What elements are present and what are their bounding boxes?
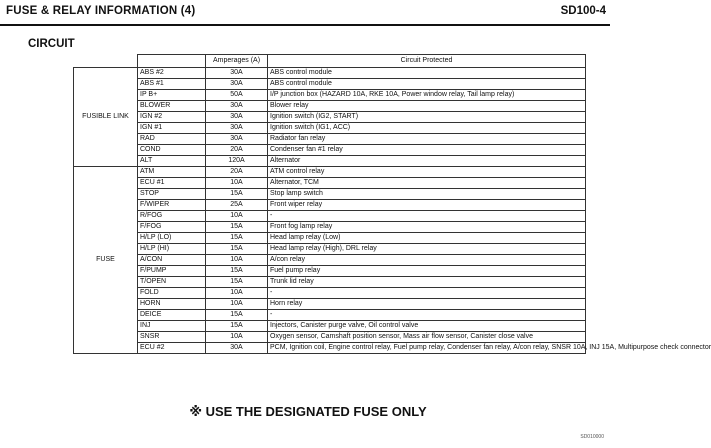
amperage-cell: 30A [206,123,268,134]
amperage-cell: 15A [206,233,268,244]
circuit-protected-cell: Trunk lid relay [268,277,586,288]
amperage-cell: 15A [206,310,268,321]
amperage-cell: 20A [206,167,268,178]
table-row [74,112,586,123]
fuse-name-cell: ATM [138,167,206,178]
circuit-protected-cell: - [268,310,586,321]
amperage-cell: 30A [206,343,268,354]
amperage-cell: 20A [206,145,268,156]
table-row [74,68,586,79]
amperage-cell: 120A [206,156,268,167]
amperage-cell: 30A [206,134,268,145]
section-code: SD100-4 [560,5,606,17]
amperage-cell: 30A [206,112,268,123]
amperage-cell: 10A [206,255,268,266]
circuit-protected-cell: - [268,211,586,222]
fuse-name-cell: F/WIPER [138,200,206,211]
circuit-protected-cell: ABS control module [268,79,586,90]
amperage-cell: 15A [206,222,268,233]
fuse-name-cell: T/OPEN [138,277,206,288]
table-row [74,332,586,343]
amperage-cell: 25A [206,200,268,211]
circuit-protected-cell: A/con relay [268,255,586,266]
fuse-name-cell: H/LP (HI) [138,244,206,255]
page-header [0,0,610,26]
fuse-name-cell: F/PUMP [138,266,206,277]
table-row [74,211,586,222]
circuit-protected-cell: Alternator, TCM [268,178,586,189]
circuit-protected-cell: Ignition switch (IG2, START) [268,112,586,123]
table-row [74,134,586,145]
amperage-cell: 30A [206,101,268,112]
circuit-protected-cell: Stop lamp switch [268,189,586,200]
section-label: CIRCUIT [28,38,75,50]
fuse-name-cell: IGN #2 [138,112,206,123]
circuit-protected-cell: I/P junction box (HAZARD 10A, RKE 10A, Power window relay, Tail lamp relay) [268,90,586,101]
table-row [74,277,586,288]
circuit-protected-cell: Injectors, Canister purge valve, Oil control valve [268,321,586,332]
fuse-name-cell: RAD [138,134,206,145]
circuit-protected-cell: Radiator fan relay [268,134,586,145]
table-row [74,343,586,354]
table-row [74,123,586,134]
amperage-cell: 30A [206,68,268,79]
table-row [74,156,586,167]
fuse-name-cell: SNSR [138,332,206,343]
fuse-name-cell: A/CON [138,255,206,266]
fuse-name-cell: IP B+ [138,90,206,101]
table-row [74,178,586,189]
header-name [138,55,206,68]
table-row [74,310,586,321]
fuse-name-cell: STOP [138,189,206,200]
table-row [74,233,586,244]
header-amperages: Amperages (A) [206,55,268,68]
table-header-row [74,55,586,68]
table-row [74,90,586,101]
amperage-cell: 15A [206,321,268,332]
table-row [74,101,586,112]
circuit-protected-cell: Front wiper relay [268,200,586,211]
circuit-protected-cell: ABS control module [268,68,586,79]
circuit-protected-cell: Alternator [268,156,586,167]
table-row [74,288,586,299]
fuse-name-cell: F/FOG [138,222,206,233]
amperage-cell: 10A [206,288,268,299]
amperage-cell: 10A [206,299,268,310]
fuse-name-cell: IGN #1 [138,123,206,134]
amperage-cell: 15A [206,277,268,288]
circuit-protected-cell: Oxygen sensor, Camshaft position sensor, Mass air flow sensor, Canister close valve [268,332,586,343]
amperage-cell: 10A [206,211,268,222]
circuit-protected-cell: PCM, Ignition coil, Engine control relay, Fuel pump relay, Condenser fan relay, A/con relay, SNSR 10A, INJ 15A, Multipurpose check connector [268,343,586,354]
fuse-name-cell: FOLD [138,288,206,299]
table-row [74,299,586,310]
circuit-protected-cell: - [268,288,586,299]
designated-fuse-notice: ※ USE THE DESIGNATED FUSE ONLY [189,404,427,419]
fuse-name-cell: ECU #2 [138,343,206,354]
table-body [74,68,711,354]
fuse-name-cell: ALT [138,156,206,167]
fuse-name-cell: ABS #2 [138,68,206,79]
circuit-protected-cell: ATM control relay [268,167,586,178]
table-row [74,79,586,90]
table-row [74,266,586,277]
table-row [74,145,586,156]
amperage-cell: 10A [206,332,268,343]
group-label: FUSE [74,167,138,354]
circuit-protected-cell: Front fog lamp relay [268,222,586,233]
fuse-name-cell: H/LP (LO) [138,233,206,244]
circuit-protected-cell: Horn relay [268,299,586,310]
table-row [74,255,586,266]
amperage-cell: 15A [206,189,268,200]
table-row [74,244,586,255]
fuse-name-cell: COND [138,145,206,156]
fuse-name-cell: DEICE [138,310,206,321]
table-row [74,222,586,233]
header-group [74,55,138,68]
fuse-name-cell: INJ [138,321,206,332]
fuse-relay-table [73,54,711,354]
header-circuit-protected: Circuit Protected [268,55,586,68]
fuse-name-cell: ABS #1 [138,79,206,90]
amperage-cell: 10A [206,178,268,189]
amperage-cell: 30A [206,79,268,90]
amperage-cell: 15A [206,244,268,255]
amperage-cell: 50A [206,90,268,101]
amperage-cell: 15A [206,266,268,277]
fuse-name-cell: ECU #1 [138,178,206,189]
circuit-protected-cell: Fuel pump relay [268,266,586,277]
circuit-protected-cell: Blower relay [268,101,586,112]
circuit-protected-cell: Head lamp relay (Low) [268,233,586,244]
group-label: FUSIBLE LINK [74,68,138,167]
fuse-name-cell: BLOWER [138,101,206,112]
circuit-protected-cell: Ignition switch (IG1, ACC) [268,123,586,134]
circuit-protected-cell: Condenser fan #1 relay [268,145,586,156]
table-row [74,200,586,211]
table-row [74,321,586,332]
page-title: FUSE & RELAY INFORMATION (4) [6,5,196,17]
fuse-name-cell: R/FOG [138,211,206,222]
table-row [74,167,586,178]
page-code: SD010000 [580,434,604,440]
table-row [74,189,586,200]
fuse-name-cell: HORN [138,299,206,310]
circuit-protected-cell: Head lamp relay (High), DRL relay [268,244,586,255]
